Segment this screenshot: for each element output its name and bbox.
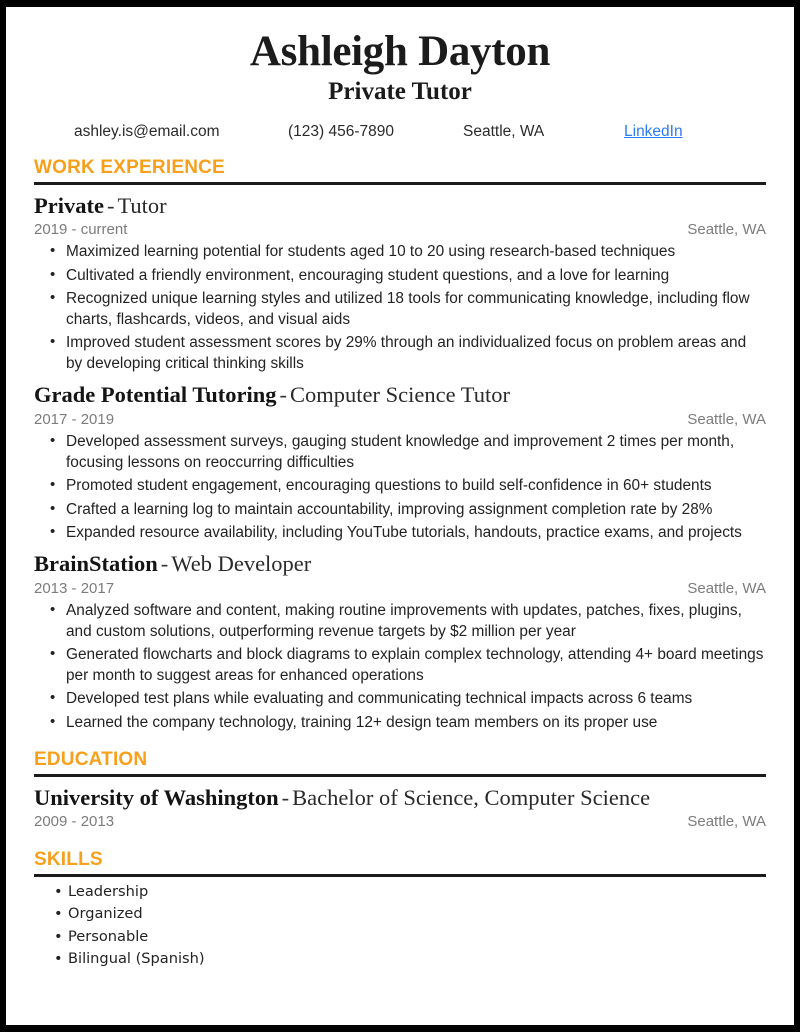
entry-separator: - [160, 551, 169, 577]
bullet-item: • Generated flowcharts and block diagrams to explain complex technology, attending 4+ board meetings per month to suggest areas for enhanced operations [64, 645, 766, 686]
contact-phone: (123) 456-7890 [288, 122, 394, 140]
skill-item: • Bilingual (Spanish) [68, 948, 766, 971]
resume-page [6, 7, 794, 1025]
bullet-item: • Maximized learning potential for students aged 10 to 20 using research-based techniques [64, 242, 766, 262]
linkedin-link[interactable]: LinkedIn [624, 122, 683, 140]
entry-separator: - [279, 382, 288, 408]
entry-organization: University of Washington [34, 784, 279, 810]
work-entry [34, 381, 766, 543]
skill-item: • Organized [68, 903, 766, 926]
entry-heading [34, 550, 766, 577]
education-entry [34, 784, 766, 833]
entry-job-title: Web Developer [171, 551, 312, 577]
entry-organization: BrainStation [34, 551, 158, 577]
entry-dates: 2017 - 2019 [34, 410, 115, 428]
entry-heading [34, 784, 766, 811]
entry-dates: 2009 - 2013 [34, 813, 115, 831]
entry-location: Seattle, WA [687, 813, 766, 831]
entry-organization: Private [34, 192, 104, 218]
bullet-item: • Crafted a learning log to maintain accountability, improving assignment completion rate by 28% [64, 500, 766, 520]
contact-row [34, 123, 766, 141]
entry-bullet-list [34, 242, 766, 374]
entry-bullet-list [34, 432, 766, 543]
work-entry [34, 550, 766, 733]
contact-email: ashley.is@email.com [74, 122, 220, 140]
entry-meta [34, 812, 766, 832]
skills-list [34, 881, 766, 971]
section-education [34, 750, 766, 833]
bullet-item: • Promoted student engagement, encouraging questions to build self-confidence in 60+ students [64, 476, 766, 496]
resume-header [34, 29, 766, 141]
contact-link-wrap [624, 123, 750, 141]
section-divider [34, 774, 766, 777]
bullet-item: • Expanded resource availability, including YouTube tutorials, handouts, practice exams, and projects [64, 523, 766, 543]
entry-separator: - [106, 192, 115, 218]
entry-location: Seattle, WA [687, 221, 766, 239]
entry-degree: Bachelor of Science, Computer Science [292, 784, 651, 810]
work-entry [34, 192, 766, 375]
entry-organization: Grade Potential Tutoring [34, 382, 277, 408]
entry-dates: 2013 - 2017 [34, 579, 115, 597]
section-divider [34, 874, 766, 877]
skill-item: • Personable [68, 926, 766, 949]
candidate-name: Ashleigh Dayton [249, 28, 551, 75]
entry-dates: 2019 - current [34, 221, 128, 239]
bullet-item: • Analyzed software and content, making routine improvements with updates, patches, fixes, plugins, and custom solutions, outperforming revenue targets by $2 million per year [64, 601, 766, 642]
bullet-item: • Developed assessment surveys, gauging student knowledge and improvement 2 times per month, focusing lessons on reoccurring difficulties [64, 432, 766, 473]
entry-bullet-list [34, 601, 766, 733]
section-title-education: EDUCATION [34, 749, 148, 771]
entry-job-title: Computer Science Tutor [290, 382, 511, 408]
contact-location: Seattle, WA [463, 122, 545, 140]
entry-heading [34, 381, 766, 408]
entry-meta [34, 410, 766, 430]
candidate-role: Private Tutor [328, 78, 472, 106]
section-title-work: WORK EXPERIENCE [34, 156, 225, 178]
section-skills [34, 850, 766, 971]
bullet-item: • Cultivated a friendly environment, encouraging student questions, and a love for learning [64, 266, 766, 286]
entry-job-title: Tutor [117, 192, 167, 218]
section-title-skills: SKILLS [34, 848, 103, 870]
section-divider [34, 182, 766, 185]
bullet-item: • Learned the company technology, training 12+ design team members on its proper use [64, 713, 766, 733]
skill-item: • Leadership [68, 881, 766, 904]
section-work-experience [34, 158, 766, 733]
entry-meta [34, 579, 766, 599]
entry-meta [34, 220, 766, 240]
bullet-item: • Recognized unique learning styles and utilized 18 tools for communicating knowledge, including flow charts, flashcards, videos, and visual aids [64, 289, 766, 330]
entry-location: Seattle, WA [687, 410, 766, 428]
entry-location: Seattle, WA [687, 579, 766, 597]
entry-heading [34, 192, 766, 219]
bullet-item: • Developed test plans while evaluating and communicating technical impacts across 6 teams [64, 689, 766, 709]
entry-separator: - [281, 784, 290, 810]
bullet-item: • Improved student assessment scores by 29% through an individualized focus on problem areas and by developing critical thinking skills [64, 333, 766, 374]
